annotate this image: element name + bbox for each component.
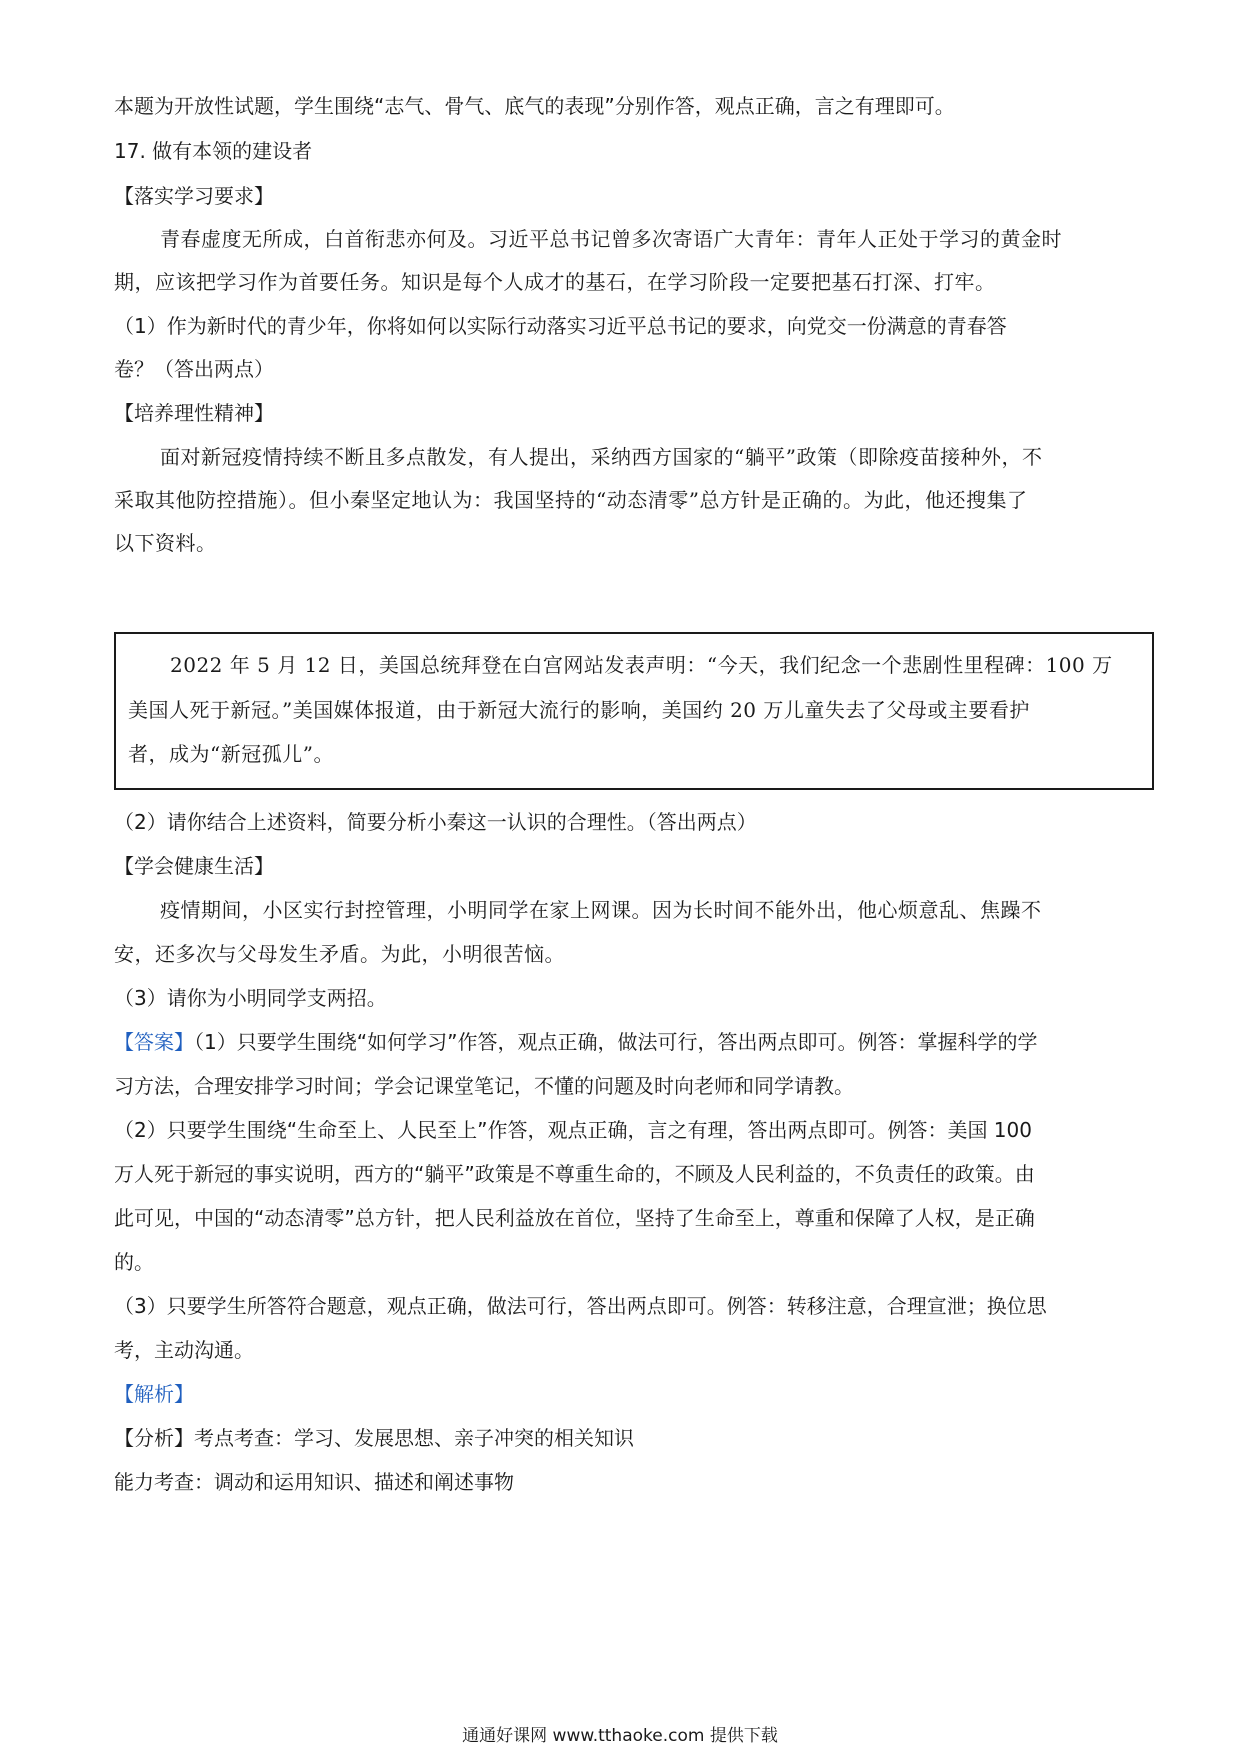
answer-line: 的。: [114, 1250, 154, 1274]
section-health-material-line: 疫情期间，小区实行封控管理，小明同学在家上网课。因为长时间不能外出，他心烦意乱、焦躁不: [160, 898, 1042, 922]
section-heading-reason: 【培养理性精神】: [114, 401, 274, 425]
section-reason-material-line: 以下资料。: [114, 531, 217, 555]
section-study-material-line: 期，应该把学习作为首要任务。知识是每个人成才的基石，在学习阶段一定要把基石打深、打牢。: [114, 270, 996, 294]
answer-label: 【答案】: [114, 1030, 194, 1054]
material-box-line: 美国人死于新冠。”美国媒体报道，由于新冠大流行的影响，美国约 20 万儿童失去了父母或主要看护: [128, 698, 1030, 722]
answer-line: 考，主动沟通。: [114, 1338, 254, 1362]
section-heading-health: 【学会健康生活】: [114, 854, 274, 878]
answer-line-1: [114, 1028, 1134, 1056]
page-footer: 通通好课网 www.tthaoke.com 提供下载: [462, 1726, 778, 1746]
question-prompt-2: （2）请你结合上述资料，简要分析小秦这一认识的合理性。（答出两点）: [114, 810, 757, 834]
material-box-line: 者，成为“新冠孤儿”。: [128, 742, 334, 766]
answer-line: 习方法，合理安排学习时间；学会记课堂笔记，不懂的问题及时向老师和同学请教。: [114, 1074, 854, 1098]
section-reason-material-line: 面对新冠疫情持续不断且多点散发，有人提出，采纳西方国家的“躺平”政策（即除疫苗接种外，不: [160, 445, 1043, 469]
answer-line: 万人死于新冠的事实说明，西方的“躺平”政策是不尊重生命的，不顾及人民利益的，不负责任的政策。由: [114, 1162, 1035, 1186]
analysis-line: 【分析】考点考查：学习、发展思想、亲子冲突的相关知识: [114, 1426, 634, 1450]
question-prompt-1-cont: 卷？（答出两点）: [114, 357, 274, 381]
answer-text: （1）只要学生围绕“如何学习”作答，观点正确，做法可行，答出两点即可。例答：掌握科学的学: [194, 1030, 1038, 1054]
section-health-material-line: 安，还多次与父母发生矛盾。为此，小明很苦恼。: [114, 942, 565, 966]
answer-line: （2）只要学生围绕“生命至上、人民至上”作答，观点正确，言之有理，答出两点即可。例答：美国 100: [114, 1118, 1032, 1142]
section-reason-material-line: 采取其他防控措施）。但小秦坚定地认为：我国坚持的“动态清零”总方针是正确的。为此，他还搜集了: [114, 488, 1028, 512]
question-prompt-3: （3）请你为小明同学支两招。: [114, 986, 387, 1010]
question-title: 17. 做有本领的建设者: [114, 139, 313, 163]
answer-line: 此可见，中国的“动态清零”总方针，把人民利益放在首位，坚持了生命至上，尊重和保障了人权，是正确: [114, 1206, 1035, 1230]
analysis-line: 能力考查：调动和运用知识、描述和阐述事物: [114, 1470, 514, 1494]
section-heading-study: 【落实学习要求】: [114, 184, 274, 208]
material-box: [114, 632, 1154, 790]
material-box-line: 2022 年 5 月 12 日，美国总统拜登在白宫网站发表声明：“今天，我们纪念一个悲剧性里程碑：100 万: [170, 653, 1113, 677]
analysis-label: 【解析】: [114, 1382, 194, 1406]
answer-line: （3）只要学生所答符合题意，观点正确，做法可行，答出两点即可。例答：转移注意，合理宣泄；换位思: [114, 1294, 1047, 1318]
question-prompt-1: （1）作为新时代的青少年，你将如何以实际行动落实习近平总书记的要求，向党交一份满意的青春答: [114, 314, 1007, 338]
section-study-material-line: 青春虚度无所成，白首衔悲亦何及。习近平总书记曾多次寄语广大青年：青年人正处于学习的黄金时: [160, 227, 1062, 251]
intro-text: 本题为开放性试题，学生围绕“志气、骨气、底气的表现”分别作答，观点正确，言之有理即可。: [114, 94, 955, 118]
